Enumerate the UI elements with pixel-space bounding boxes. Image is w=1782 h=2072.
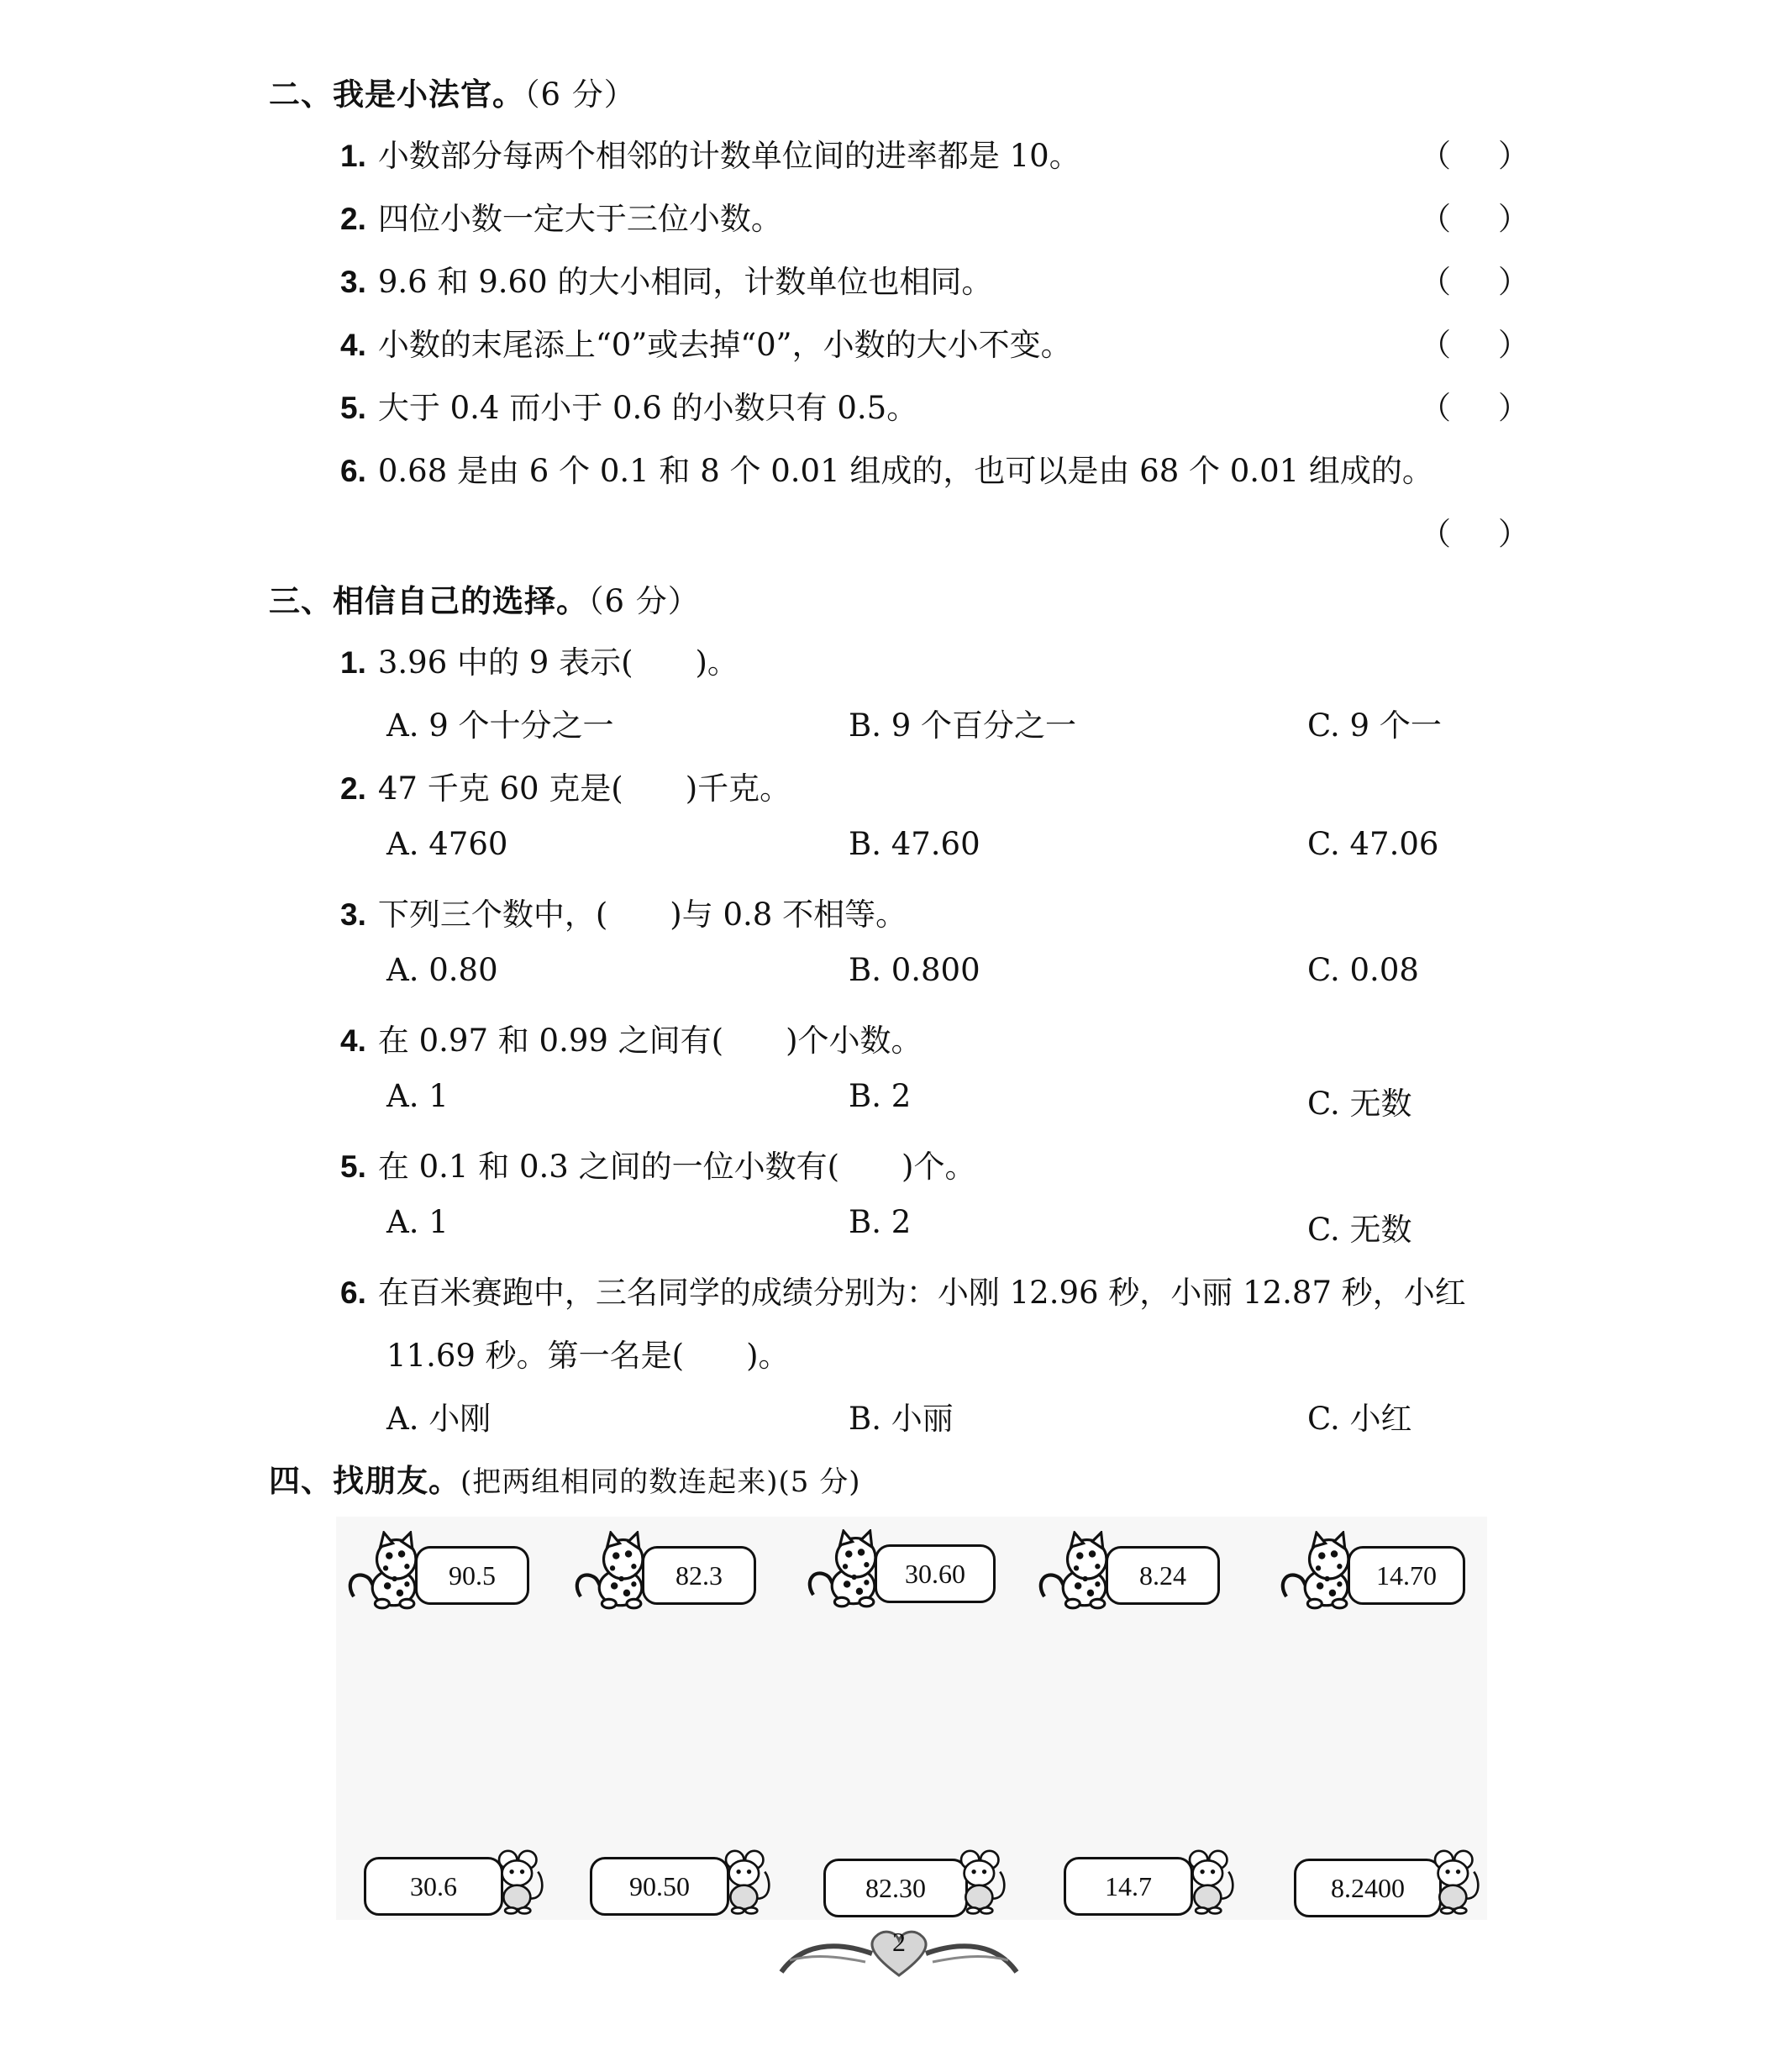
q3-option-b[interactable]: B. 0.800 — [849, 952, 980, 988]
q2-option-c[interactable]: C. 47.06 — [1307, 826, 1439, 862]
q5-option-a[interactable]: A. 1 — [386, 1204, 449, 1240]
q3-option-a[interactable]: A. 0.80 — [386, 952, 498, 988]
top-number-tag-4[interactable]: 8.24 — [1106, 1546, 1220, 1605]
choice-question-4: 4. 在 0.97 和 0.99 之间有( )个小数。 — [340, 1023, 923, 1059]
choice-question-6-cont: 11.69 秒。第一名是( )。 — [386, 1338, 790, 1374]
q5-option-b[interactable]: B. 2 — [849, 1204, 912, 1240]
q5-option-c[interactable]: C. 无数 — [1307, 1212, 1412, 1248]
cat-icon — [570, 1531, 654, 1611]
judge-item-4: 4. 小数的末尾添上“0”或去掉“0”，小数的大小不变。 — [340, 327, 1072, 363]
cat-icon — [1033, 1531, 1117, 1611]
mouse-icon — [1176, 1845, 1243, 1921]
page-number: 2 — [892, 1927, 906, 1957]
judge-item-5: 5. 大于 0.4 而小于 0.6 的小数只有 0.5。 — [340, 390, 918, 426]
top-number-tag-5[interactable]: 14.70 — [1348, 1546, 1465, 1605]
section-2-title: 二、我是小法官。（6 分） — [269, 76, 636, 113]
q4-option-b[interactable]: B. 2 — [849, 1078, 912, 1114]
bottom-number-tag-3[interactable]: 82.30 — [823, 1859, 968, 1917]
q2-option-a[interactable]: A. 4760 — [386, 826, 508, 862]
q2-option-b[interactable]: B. 47.60 — [849, 826, 980, 862]
top-number-tag-1[interactable]: 90.5 — [415, 1546, 529, 1605]
mouse-icon — [486, 1845, 553, 1921]
q6-option-b[interactable]: B. 小丽 — [849, 1401, 954, 1437]
cat-icon — [1275, 1531, 1359, 1611]
top-number-tag-3[interactable]: 30.60 — [875, 1544, 996, 1603]
mouse-icon — [948, 1845, 1015, 1921]
section-3-title: 三、相信自己的选择。（6 分） — [269, 583, 700, 619]
mouse-icon — [712, 1845, 780, 1921]
choice-question-1: 1. 3.96 中的 9 表示( )。 — [340, 644, 739, 681]
choice-question-6: 6. 在百米赛跑中，三名同学的成绩分别为：小刚 12.96 秒，小丽 12.87 秒，小红 — [340, 1275, 1466, 1311]
bottom-number-tag-2[interactable]: 90.50 — [590, 1857, 729, 1916]
top-number-tag-2[interactable]: 82.3 — [642, 1546, 756, 1605]
page-footer — [773, 1920, 1025, 1987]
mouse-icon — [1422, 1845, 1489, 1921]
q6-option-c[interactable]: C. 小红 — [1307, 1401, 1412, 1437]
q4-option-a[interactable]: A. 1 — [386, 1078, 449, 1114]
q1-option-c[interactable]: C. 9 个一 — [1307, 707, 1442, 744]
judge-item-1: 1. 小数部分每两个相邻的计数单位间的进率都是 10。 — [340, 138, 1080, 174]
judge-item-2: 2. 四位小数一定大于三位小数。 — [340, 201, 782, 237]
bottom-number-tag-1[interactable]: 30.6 — [364, 1857, 503, 1916]
judge-item-6: 6. 0.68 是由 6 个 0.1 和 8 个 0.01 组成的，也可以是由 68 个 0.01 组成的。 — [340, 453, 1433, 489]
q3-option-c[interactable]: C. 0.08 — [1307, 952, 1419, 988]
choice-question-2: 2. 47 千克 60 克是( )千克。 — [340, 770, 791, 807]
q6-option-a[interactable]: A. 小刚 — [386, 1401, 491, 1437]
q1-option-a[interactable]: A. 9 个十分之一 — [386, 707, 614, 744]
choice-question-5: 5. 在 0.1 和 0.3 之间的一位小数有( )个。 — [340, 1149, 976, 1185]
q1-option-b[interactable]: B. 9 个百分之一 — [849, 707, 1077, 744]
choice-question-3: 3. 下列三个数中，( )与 0.8 不相等。 — [340, 897, 907, 933]
cat-icon — [802, 1529, 886, 1609]
judge-item-3: 3. 9.6 和 9.60 的大小相同，计数单位也相同。 — [340, 264, 993, 300]
cat-icon — [343, 1531, 427, 1611]
bottom-number-tag-5[interactable]: 8.2400 — [1294, 1859, 1442, 1917]
bottom-number-tag-4[interactable]: 14.7 — [1064, 1857, 1193, 1916]
section-4-title: 四、找朋友。(把两组相同的数连起来)(5 分) — [269, 1463, 861, 1499]
q4-option-c[interactable]: C. 无数 — [1307, 1086, 1412, 1122]
